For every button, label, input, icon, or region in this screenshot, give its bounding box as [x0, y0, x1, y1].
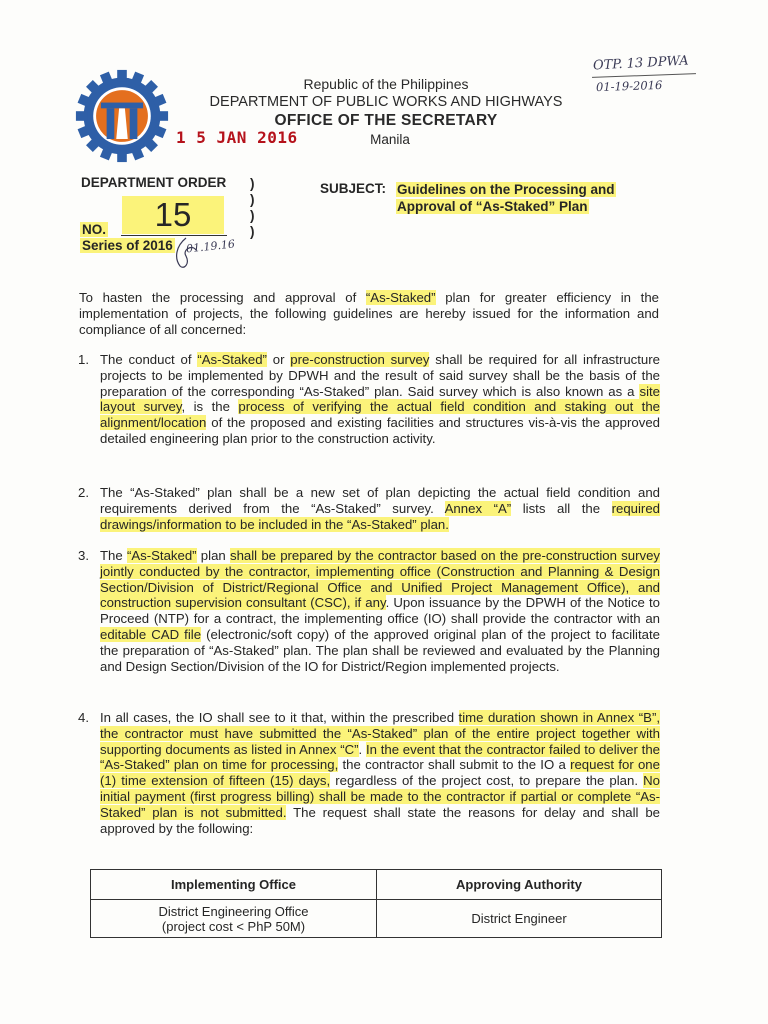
department-order-label: DEPARTMENT ORDER	[81, 175, 227, 190]
handwritten-date: 01-19-2016	[595, 77, 663, 95]
bracket-mark: )	[250, 176, 255, 191]
list-item-3: 3. The “As-Staked” plan shall be prepared by the contractor based on the pre-construction survey jointly conducted by the contractor, implementing office (Construction and Planning & Design Section/Division of District/Regional Office and Unified Project Management Office), and construction supervision consultant (CSC), if any. Upon issuance by the DPWH of the Notice to Proceed (NTP) for a contract, the implementing office (IO) shall provide the contractor with an editable CAD file (electronic/soft copy) of the approved original plan of the project to facilitate the preparation of “As-Staked” plan. The plan shall be reviewed and evaluated by the Planning and Design Section/Division of the IO for District/Region implemented projects.	[78, 548, 660, 674]
subject-text	[396, 181, 670, 215]
order-series: Series of 2016	[82, 238, 173, 253]
table-cell-authority: District Engineer	[377, 900, 662, 938]
bracket-mark: )	[250, 224, 255, 239]
bracket-mark: )	[250, 208, 255, 223]
bracket-mark: )	[250, 192, 255, 207]
list-item-2: 2. The “As-Staked” plan shall be a new set of plan depicting the actual field condition and requirements derived from the “As-Staked” survey. Annex “A” lists all the required drawings/information to be included in the “As-Staked” plan.	[78, 485, 660, 532]
header-office: OFFICE OF THE SECRETARY	[274, 112, 498, 129]
handwritten-underline	[592, 73, 696, 78]
order-number: 15	[122, 196, 224, 234]
table-cell-office: District Engineering Office (project cost < PhP 50M)	[91, 900, 377, 938]
header-city: Manila	[370, 132, 410, 147]
intro-paragraph: To hasten the processing and approval of “As-Staked” plan for greater efficiency in the implementation of projects, the following guidelines are hereby issued for the information and compliance of all concerned:	[79, 290, 659, 337]
series-handwritten-date: 01.19.16	[185, 237, 236, 256]
list-item-1: 1. The conduct of “As-Staked” or pre-construction survey shall be required for all infrastructure projects to be implemented by DPWH and the result of said survey shall be the basis of the preparation of the corresponding “As-Staked” plan. Said survey which is also known as a site layout survey, is the process of verifying the actual field condition and staking out the alignment/location of the proposed and existing facilities and structures vis-à-vis the approved detailed engineering plan prior to the construction activity.	[78, 352, 661, 446]
approving-authority-table	[90, 869, 662, 938]
header-department: DEPARTMENT OF PUBLIC WORKS AND HIGHWAYS	[209, 94, 563, 110]
order-no-label: NO.	[82, 222, 107, 237]
received-date-stamp: 1 5 JAN 2016	[176, 128, 298, 147]
table-header-cell: Implementing Office	[91, 870, 377, 900]
dpwh-logo-icon	[74, 68, 170, 164]
table-header-row	[91, 870, 662, 900]
subject-line-2: Approval of “As-Staked” Plan	[397, 199, 588, 214]
subject-label: SUBJECT:	[320, 181, 387, 196]
table-header-cell: Approving Authority	[377, 870, 662, 900]
table-row	[91, 900, 662, 938]
handwritten-note: OTP. 13 DPWA	[592, 53, 689, 74]
subject-line-1: Guidelines on the Processing and	[397, 182, 615, 197]
header-republic: Republic of the Philippines	[303, 76, 469, 92]
list-item-4: 4. In all cases, the IO shall see to it that, within the prescribed time duration shown in Annex “B”, the contractor must have submitted the “As-Staked” plan of the entire project together with supporting documents as listed in Annex “C”. In the event that the contractor failed to deliver the “As-Staked” plan on time for processing, the contractor shall submit to the IO a request for one (1) time extension of fifteen (15) days, regardless of the project cost, to prepare the plan. No initial payment (first progress billing) shall be made to the contractor if partial or complete “As-Staked” plan is not submitted. The request shall state the reasons for delay and shall be approved by the following:	[78, 710, 660, 836]
